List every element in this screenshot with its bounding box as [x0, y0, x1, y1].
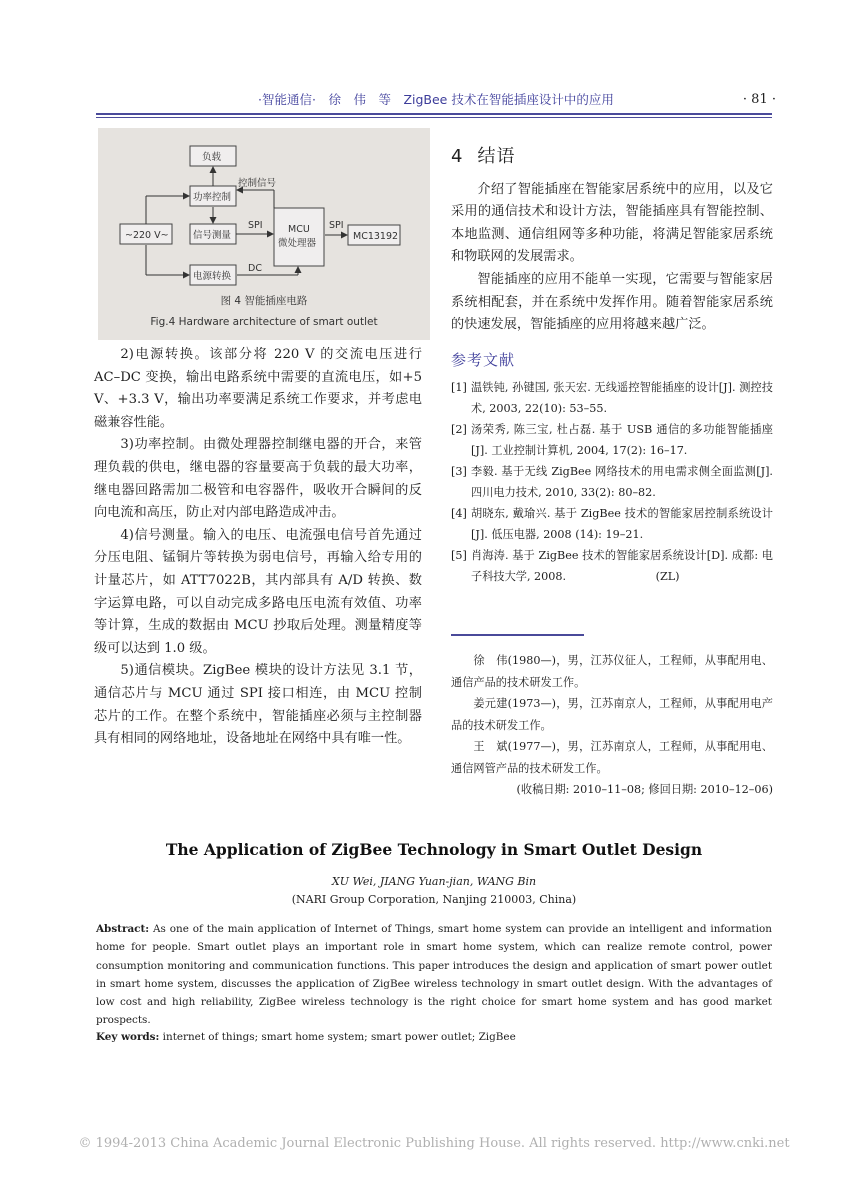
paragraph: 5)通信模块。ZigBee 模块的设计方法见 3.1 节，通信芯片与 MCU 通过 SPI 接口相连，由 MCU 控制芯片的工作。在整个系统中，智能插座必须与主控制器具有相同的网络地址，设备地址在网络中具有唯一性。	[94, 663, 422, 747]
references-list	[451, 377, 773, 587]
paragraph: 智能插座的应用不能单一实现，它需要与智能家居系统相配套，并在系统中发挥作用。随着智能家居系统的快速发展，智能插座的应用将越来越广泛。	[451, 271, 773, 333]
paragraph: 3)功率控制。由微处理器控制继电器的开合，来管理负载的供电，继电器的容量要高于负载的最大功率，继电器回路需加二极管和电容器件，吸收开合瞬间的反向电流和高压，防止对内部电路造成冲击。	[94, 437, 422, 521]
copyright-footer: © 1994-2013 China Academic Journal Electronic Publishing House. All rights reserved. http://www.cnki.net	[78, 1136, 790, 1151]
paragraph: 介绍了智能插座在智能家居系统中的应用，以及它采用的通信技术和设计方法，智能插座具有智能控制、本地监测、通信组网等多种功能，将满足智能家居系统和物联网的发展需求。	[451, 181, 773, 265]
reference-item	[451, 461, 773, 503]
references-heading: 参考文献	[451, 350, 516, 369]
power-convert-label: 电源转换	[193, 271, 232, 282]
reference-text: 李毅. 基于无线 ZigBee 网络技术的用电需求侧全面监测[J]. 四川电力技术, 2010, 33(2): 80–82.	[471, 465, 773, 500]
reference-text: 温铁钝, 孙键国, 张天宏. 无线遥控智能插座的设计[J]. 测控技术, 2003, 22(10): 53–55.	[471, 381, 773, 416]
reference-number: [1]	[451, 381, 467, 395]
mcu-label: MCU	[288, 224, 310, 235]
load-label: 负载	[202, 152, 222, 163]
dc-label: DC	[248, 263, 262, 274]
ac-source-label: ~220 V~	[125, 230, 169, 241]
page-number: · 81 ·	[742, 92, 776, 107]
reference-item	[451, 503, 773, 545]
reference-number: [3]	[451, 465, 467, 479]
signal-measure-label: 信号测量	[193, 230, 232, 241]
english-abstract	[96, 920, 772, 1030]
spi-left-label: SPI	[248, 220, 263, 231]
mcu-box	[274, 208, 324, 266]
paragraph: 4)信号测量。输入的电压、电流强电信号首先通过分压电阻、锰铜片等转换为弱电信号，再输入给专用的计量芯片，如 ATT7022B，其内部具有 A/D 转换、数字运算电路，可以自动完成多路电压电流有效值、功率等计算，生成的数据由 MCU 抄取后处理。测量精度等级可以达到 1.0 级。	[94, 527, 422, 656]
figure-caption-en: Fig.4 Hardware architecture of smart outlet	[150, 316, 378, 328]
control-signal-label: 控制信号	[238, 178, 277, 189]
reference-text: 汤荣秀, 陈三宝, 杜占磊. 基于 USB 通信的多功能智能插座[J]. 工业控制计算机, 2004, 17(2): 16–17.	[471, 423, 773, 458]
spi-right-label: SPI	[329, 220, 344, 231]
reference-item	[451, 419, 773, 461]
reference-item	[451, 545, 773, 587]
english-affiliation: (NARI Group Corporation, Nanjing 210003, China)	[291, 893, 577, 906]
header-rule	[96, 113, 772, 115]
block-diagram	[98, 128, 430, 340]
author-bio: 王 斌(1977—)，男，江苏南京人，工程师，从事配用电、通信网管产品的技术研发工作。	[451, 740, 773, 775]
left-column	[94, 344, 422, 751]
author-bio: 徐 伟(1980—)，男，江苏仪征人，工程师，从事配用电、通信产品的技术研发工作。	[451, 654, 773, 689]
english-authors: XU Wei, JIANG Yuan-jian, WANG Bin	[331, 875, 537, 888]
reference-number: [4]	[451, 507, 467, 521]
figure-caption-cn: 图 4 智能插座电路	[220, 295, 308, 307]
power-control-label: 功率控制	[193, 192, 232, 203]
radio-chip-label: MC13192	[353, 231, 399, 242]
english-keywords	[96, 1031, 772, 1043]
reference-number: [5]	[451, 549, 467, 563]
authors-divider	[451, 634, 584, 636]
author-bio: 姜元建(1973—)，男，江苏南京人，工程师，从事配用电产品的技术研发工作。	[451, 697, 773, 732]
section-number: 4	[451, 146, 464, 167]
reference-text: 肖海涛. 基于 ZigBee 技术的智能家居系统设计[D]. 成都: 电子科技大学, 2008. (ZL)	[471, 549, 773, 584]
abstract-text: As one of the main application of Internet of Things, smart home system can provide an intelligent and information home for people. Smart outlet plays an important role in smart home system, which can realize remote control, power consumption monitoring and communication functions. This paper introduces the design and application of smart power outlet in smart home system, discusses the application of ZigBee wireless technology in smart outlet design. With the advantages of low cost and high reliability, ZigBee wireless technology is the right choice for smart home system and has good market prospects.	[96, 923, 772, 1027]
received-dates: (收稿日期: 2010–11–08; 修回日期: 2010–12–06)	[516, 783, 773, 796]
english-title: The Application of ZigBee Technology in Smart Outlet Design	[165, 840, 703, 859]
keywords-text: internet of things; smart home system; smart power outlet; ZigBee	[159, 1031, 516, 1043]
right-column	[451, 146, 773, 587]
reference-text: 胡晓东, 戴瑜兴. 基于 ZigBee 技术的智能家居控制系统设计[J]. 低压电器, 2008 (14): 19–21.	[471, 507, 773, 542]
section-heading	[451, 146, 773, 169]
keywords-label: Key words:	[96, 1031, 160, 1043]
header-rule-thin	[96, 117, 772, 118]
author-bios	[451, 650, 773, 801]
mcu-sublabel: 微处理器	[278, 238, 317, 249]
reference-number: [2]	[451, 423, 467, 437]
figure-hardware-architecture	[98, 128, 430, 340]
running-header-title: ·智能通信· 徐 伟 等 ZigBee 技术在智能插座设计中的应用	[258, 92, 614, 107]
reference-item	[451, 377, 773, 419]
paragraph: 2)电源转换。该部分将 220 V 的交流电压进行 AC–DC 变换，输出电路系统中需要的直流电压，如+5 V、+3.3 V，输出功率要满足系统工作要求，并考虑电磁兼容性能。	[94, 347, 422, 430]
abstract-label: Abstract:	[96, 923, 150, 935]
section-title: 结语	[477, 146, 516, 167]
